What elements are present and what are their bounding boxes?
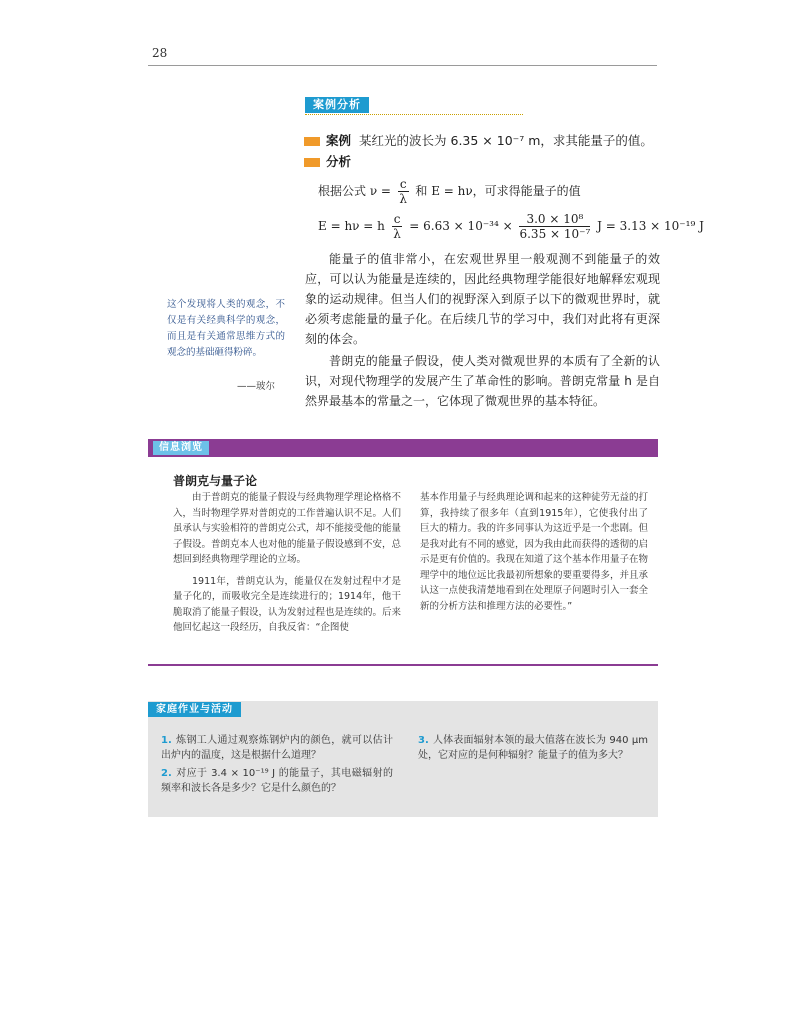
- eq-fraction-1-num: c: [393, 212, 401, 226]
- section-tag: 案例分析: [305, 97, 369, 113]
- section-tag-underline: [305, 114, 523, 116]
- info-band: [148, 439, 658, 457]
- eq-fraction-2-den: 6.35 × 10⁻⁷: [519, 227, 591, 241]
- eq-fraction-2: [519, 212, 590, 241]
- nu-fraction: [398, 177, 409, 206]
- header-rule: [148, 65, 657, 66]
- homework-item-2-num: 2.: [161, 768, 172, 779]
- homework-item-1: [161, 733, 393, 763]
- info-right-column: [420, 490, 648, 620]
- analysis-row: [304, 153, 359, 171]
- eq-part-b: = 6.63 × 10⁻³⁴ ×: [409, 219, 513, 233]
- nu-fraction-num: c: [399, 177, 407, 191]
- case-row: [304, 132, 653, 150]
- homework-label: 家庭作业与活动: [148, 702, 241, 717]
- case-marker-icon: [304, 137, 320, 146]
- info-left-column: [173, 490, 401, 642]
- homework-item-1-num: 1.: [161, 735, 172, 746]
- paragraph-1: 能量子的值非常小，在宏观世界里一般观测不到能量子的效应，可以认为能量是连续的，因此经典物理学能很好地解释宏观现象的运动规律。但当人们的视野深入到原子以下的微观世界时，就必须考虑能量的量子化。在后续几节的学习中，我们对此将有更深刻的体会。: [305, 252, 660, 346]
- eq-fraction-1: [392, 212, 403, 241]
- side-quote: 这个发现将人类的观念，不仅是有关经典科学的观念，而且是有关通常思维方式的观念的基础砸得粉碎。: [167, 299, 285, 358]
- info-left-paragraph-2: 1911年，普朗克认为，能量仅在发射过程中才是量子化的，而吸收完全是连续进行的；1914年，他干脆取消了能量子假设，认为发射过程也是连续的。后来他回忆起这一段经历，自我反省：“企图使: [173, 575, 402, 633]
- homework-item-3: [418, 733, 648, 763]
- info-right-paragraph-1: 基本作用量子与经典理论调和起来的这种徒劳无益的打算，我持续了很多年（直到1915年），它使我付出了巨大的精力。我的许多同事认为这近乎是一个悲剧。但是我对此有不同的感觉，因为我由此而获得的透彻的启示是更有价值的。我现在知道了这个基本作用量子在物理学中的地位远比我最初所想象的要重要得多，并且承认这一点使我清楚地看到在处理原子问题时引入一套全新的分析方法和推理方法的必要性。”: [420, 492, 649, 612]
- eq-part-c: J = 3.13 × 10⁻¹⁹ J: [597, 219, 704, 233]
- eq-part-a: E = hν = h: [318, 219, 385, 233]
- paragraph-2: 普朗克的能量子假设，使人类对微观世界的本质有了全新的认识，对现代物理学的发展产生了革命性的影响。普朗克常量 h 是自然界最基本的常量之一，它体现了微观世界的基本特征。: [305, 354, 660, 408]
- eq-fraction-2-num: 3.0 × 10⁸: [519, 212, 590, 227]
- energy-equation: [318, 212, 704, 241]
- homework-item-3-num: 3.: [418, 735, 429, 746]
- homework-item-3-text: 人体表面辐射本领的最大值落在波长为 940 μm处，它对应的是何种辐射？能量子的值为多大？: [418, 735, 648, 761]
- homework-item-1-text: 炼钢工人通过观察炼钢炉内的颜色，就可以估计出炉内的温度，这是根据什么道理？: [161, 735, 393, 761]
- info-band-label: 信息浏览: [153, 441, 209, 455]
- eq-fraction-1-den: λ: [393, 227, 401, 241]
- info-left-paragraph-1: 由于普朗克的能量子假设与经典物理学理论格格不入，当时物理学界对普朗克的工作普遍认识不足。人们虽承认与实验相符的普朗克公式，却不能接受他的能量子假设。普朗克本人也对他的能量子假设感到不安，总想回到经典物理学理论的立场。: [173, 492, 402, 565]
- formula-intro-a: 根据公式 ν =: [318, 184, 391, 198]
- homework-item-2: [161, 766, 393, 796]
- info-title: 普朗克与量子论: [173, 474, 258, 488]
- info-bottom-rule: [148, 664, 658, 666]
- side-quote-author: ——玻尔: [237, 381, 276, 392]
- case-text: 某红光的波长为 6.35 × 10⁻⁷ m，求其能量子的值。: [359, 133, 653, 148]
- analysis-label: 分析: [326, 154, 352, 169]
- formula-intro-b: 和 E = hν，可求得能量子的值: [415, 184, 581, 198]
- homework-item-2-text: 对应于 3.4 × 10⁻¹⁹ J 的能量子，其电磁辐射的频率和波长各是多少？它是什么颜色的？: [161, 768, 393, 794]
- nu-fraction-den: λ: [399, 192, 407, 206]
- formula-intro: [318, 177, 581, 206]
- analysis-marker-icon: [304, 158, 320, 167]
- page-number: 28: [152, 46, 168, 60]
- case-label: 案例: [326, 133, 352, 148]
